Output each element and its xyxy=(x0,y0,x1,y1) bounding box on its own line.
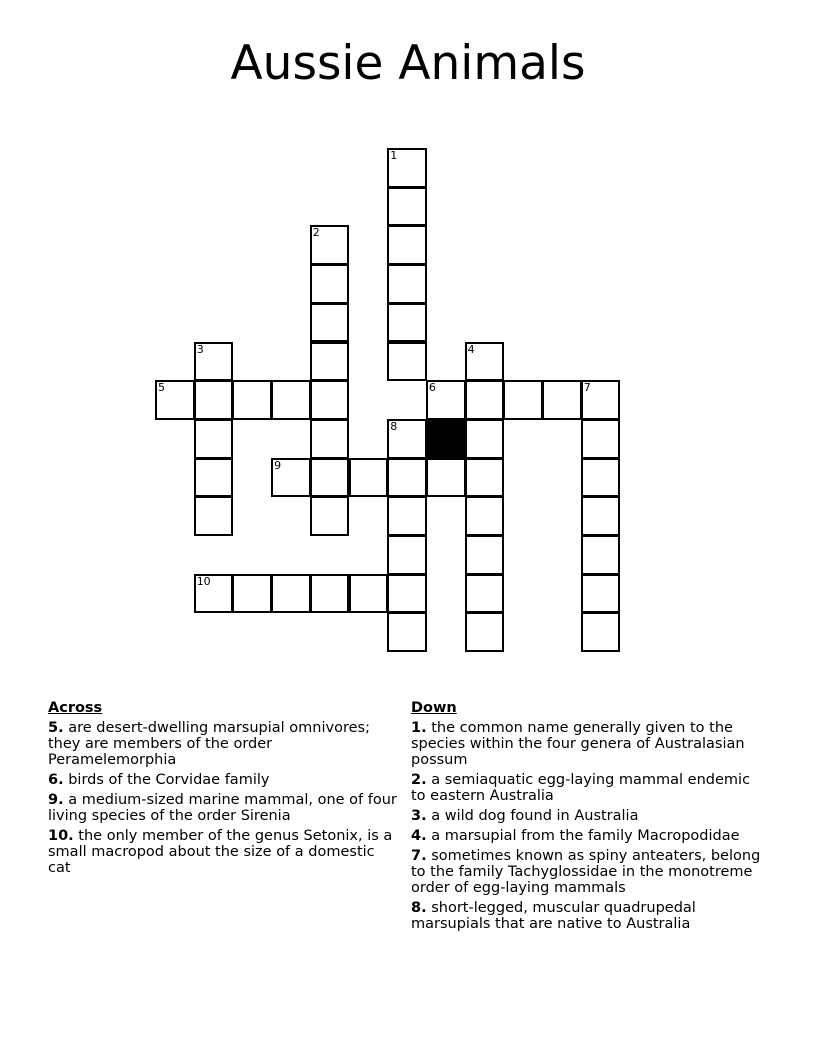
grid-cell[interactable] xyxy=(349,458,389,498)
grid-cell-3[interactable] xyxy=(194,342,234,382)
clue-down-1: 1. the common name generally given to the species within the four genera of Australasian possum xyxy=(411,720,745,768)
clue-across-5: 5. are desert-dwelling marsupial omnivores; they are members of the order Peramelemorphia xyxy=(48,720,370,768)
grid-cell[interactable] xyxy=(387,264,427,304)
grid-cell[interactable] xyxy=(465,458,505,498)
grid-cell[interactable] xyxy=(271,380,311,420)
across-clues xyxy=(48,700,400,880)
grid-cell[interactable] xyxy=(465,419,505,459)
grid-block-cell xyxy=(426,419,466,459)
clue-number: 8 xyxy=(390,419,398,433)
grid-cell[interactable] xyxy=(194,419,234,459)
clue-number: 2 xyxy=(312,226,320,240)
grid-cell[interactable] xyxy=(349,574,389,614)
clue-number: 4 xyxy=(467,342,475,356)
grid-cell[interactable] xyxy=(310,458,350,498)
grid-cell[interactable] xyxy=(465,574,505,614)
grid-cell[interactable] xyxy=(310,574,350,614)
grid-cell[interactable] xyxy=(232,380,272,420)
grid-cell[interactable] xyxy=(387,612,427,652)
grid-cell[interactable] xyxy=(581,458,621,498)
clue-down-3: 3. a wild dog found in Australia xyxy=(411,808,639,824)
clue-number: 10 xyxy=(196,574,211,588)
grid-cell[interactable] xyxy=(232,574,272,614)
grid-cell-1[interactable] xyxy=(387,148,427,188)
clue-down-7: 7. sometimes known as spiny anteaters, belong to the family Tachyglossidae in the monotreme order of egg-laying mammals xyxy=(411,848,761,896)
grid-cell[interactable] xyxy=(465,612,505,652)
clue-down-8: 8. short-legged, muscular quadrupedal marsupials that are native to Australia xyxy=(411,900,696,932)
grid-cell[interactable] xyxy=(310,264,350,304)
grid-cell[interactable] xyxy=(310,419,350,459)
grid-cell-7[interactable] xyxy=(581,380,621,420)
grid-cell[interactable] xyxy=(465,380,505,420)
grid-cell[interactable] xyxy=(387,458,427,498)
grid-cell[interactable] xyxy=(310,342,350,382)
grid-cell[interactable] xyxy=(465,535,505,575)
clue-number: 7 xyxy=(583,381,591,395)
clue-down-4: 4. a marsupial from the family Macropodidae xyxy=(411,828,740,844)
grid-cell-10[interactable] xyxy=(194,574,234,614)
grid-cell[interactable] xyxy=(581,612,621,652)
clue-number: 1 xyxy=(390,149,398,162)
grid-cell-2[interactable] xyxy=(310,225,350,265)
clue-number: 5 xyxy=(158,381,165,395)
grid-cell-8[interactable] xyxy=(387,419,427,459)
grid-cell[interactable] xyxy=(194,458,234,498)
grid-cell[interactable] xyxy=(387,535,427,575)
grid-cell[interactable] xyxy=(387,303,427,343)
grid-cell-4[interactable] xyxy=(465,342,505,382)
grid-cell-5[interactable] xyxy=(155,380,195,420)
grid-cell[interactable] xyxy=(581,574,621,614)
grid-cell[interactable] xyxy=(387,496,427,536)
grid-cell-9[interactable] xyxy=(271,458,311,498)
grid-cell[interactable] xyxy=(194,496,234,536)
grid-cell[interactable] xyxy=(310,303,350,343)
clue-across-6: 6. birds of the Corvidae family xyxy=(48,772,270,788)
grid-cell[interactable] xyxy=(581,496,621,536)
grid-cell[interactable] xyxy=(387,574,427,614)
grid-cell[interactable] xyxy=(387,187,427,227)
grid-cell[interactable] xyxy=(503,380,543,420)
clue-number: 6 xyxy=(428,381,436,395)
down-clues xyxy=(411,700,761,936)
page-title: Aussie Animals xyxy=(230,36,586,91)
grid-cell[interactable] xyxy=(194,380,234,420)
clue-across-9: 9. a medium-sized marine mammal, one of four living species of the order Sirenia xyxy=(48,792,397,824)
clue-number: 3 xyxy=(196,342,204,356)
grid-cell[interactable] xyxy=(542,380,582,420)
clue-number: 9 xyxy=(274,458,282,472)
grid-cell-6[interactable] xyxy=(426,380,466,420)
grid-cell[interactable] xyxy=(581,419,621,459)
grid-cell[interactable] xyxy=(387,225,427,265)
grid-cell[interactable] xyxy=(426,458,466,498)
grid-cell[interactable] xyxy=(310,496,350,536)
down-heading: Down xyxy=(411,700,457,716)
grid-cell[interactable] xyxy=(387,342,427,382)
grid-cell[interactable] xyxy=(581,535,621,575)
grid-cell[interactable] xyxy=(310,380,350,420)
grid-cell[interactable] xyxy=(271,574,311,614)
grid-cell[interactable] xyxy=(465,496,505,536)
clue-across-10: 10. the only member of the genus Setonix, is a small macropod about the size of a domestic cat xyxy=(48,828,393,876)
across-heading: Across xyxy=(48,700,103,716)
clue-down-2: 2. a semiaquatic egg-laying mammal endemic to eastern Australia xyxy=(411,772,751,804)
